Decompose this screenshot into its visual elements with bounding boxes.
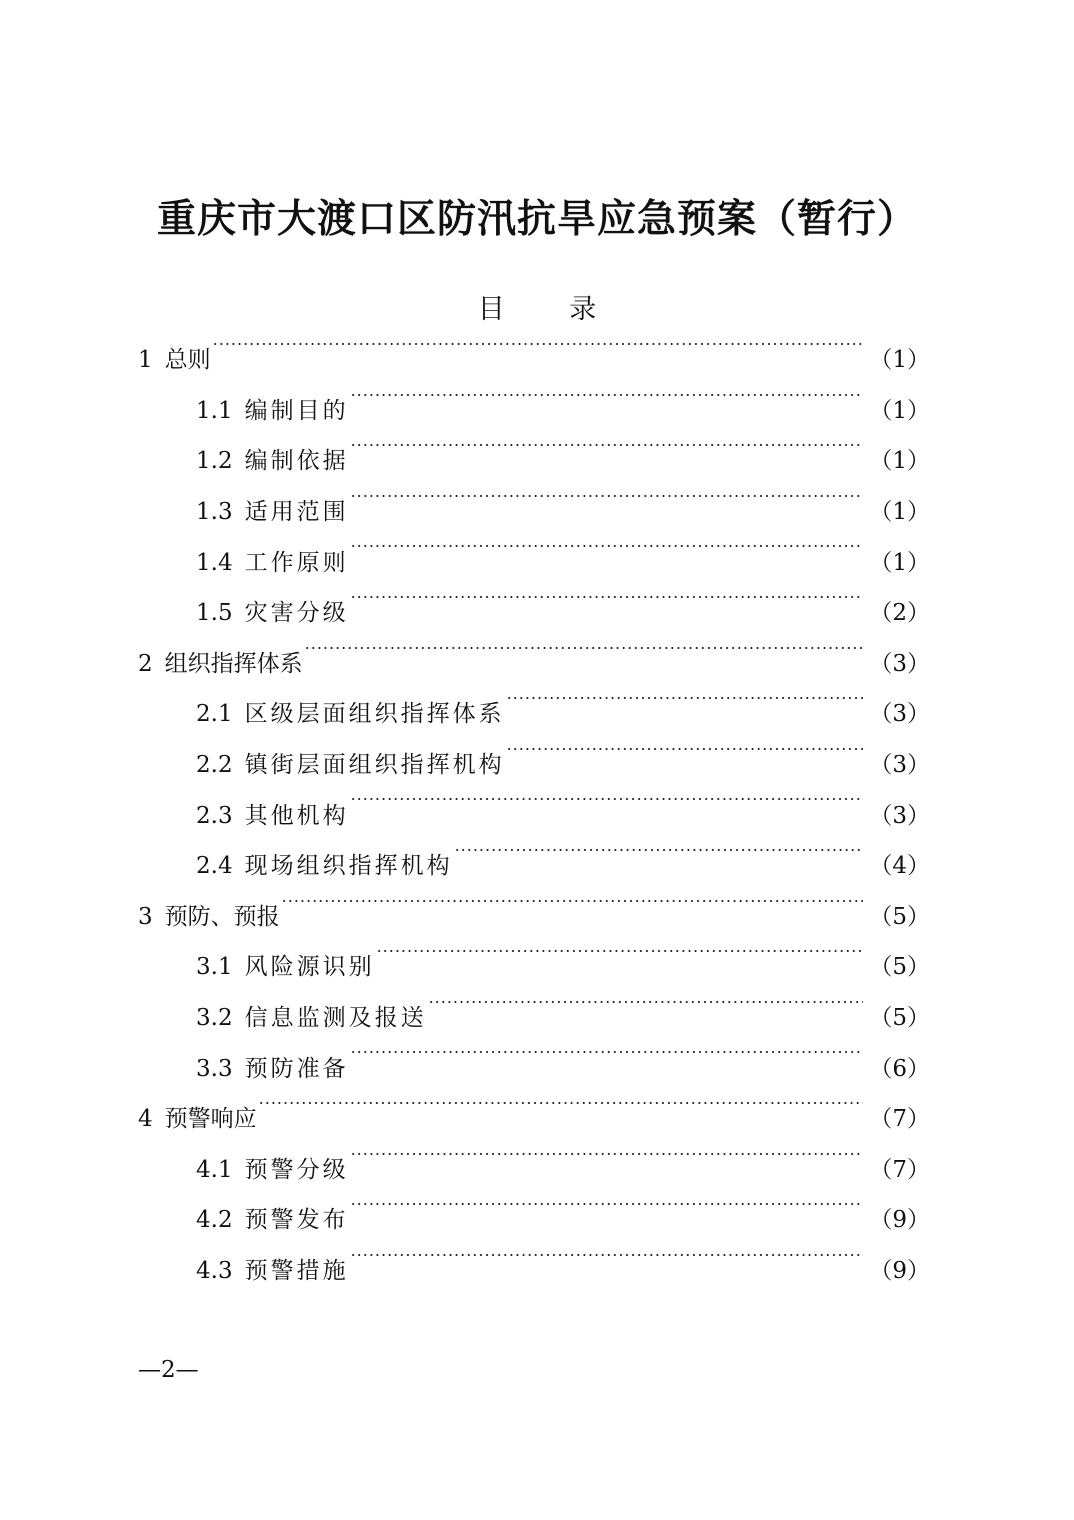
toc-section-row[interactable]	[138, 790, 930, 841]
document-title: 重庆市大渡口区防汛抗旱应急预案（暂行）	[156, 197, 917, 242]
toc-chapter-row[interactable]	[138, 892, 930, 943]
toc-entry-number: 2.2	[196, 751, 233, 778]
toc-dot-leader	[351, 436, 864, 468]
toc-entry-number: 4.3	[196, 1257, 233, 1284]
toc-entry-number: 1	[138, 347, 153, 374]
page-number: —2—	[138, 1357, 199, 1383]
toc-entry-title: 预警措施	[244, 1257, 349, 1284]
toc-entry-number: 4	[138, 1106, 153, 1133]
toc-heading: 目 录	[477, 294, 625, 325]
toc-entry-title: 适用范围	[244, 498, 349, 525]
toc-section-row[interactable]	[138, 740, 930, 791]
toc-section-row[interactable]	[138, 1145, 930, 1196]
toc-section-row[interactable]	[138, 487, 930, 538]
toc-dot-leader	[282, 892, 864, 924]
toc-dot-leader	[351, 487, 864, 519]
toc-entry-title: 镇街层面组织指挥机构	[244, 751, 505, 778]
toc-entry-page: （5）	[869, 1004, 930, 1031]
toc-entry-page: （9）	[869, 1257, 930, 1284]
toc-entry-page: （3）	[869, 751, 930, 778]
toc-entry-number: 1.4	[196, 549, 233, 576]
toc-entry-page: （5）	[869, 903, 930, 930]
toc-entry-number: 1.2	[196, 448, 233, 475]
toc-entry-number: 3	[138, 903, 153, 930]
toc-entry-number: 2.3	[196, 802, 233, 829]
toc-section-row[interactable]	[138, 537, 930, 588]
toc-entry-page: （1）	[869, 397, 930, 424]
toc-dot-leader	[213, 335, 864, 367]
toc-section-row[interactable]	[138, 942, 930, 993]
toc-entry-number: 2.1	[196, 701, 233, 728]
toc-entry-page: （3）	[869, 802, 930, 829]
toc-dot-leader	[351, 1246, 864, 1278]
toc-entry-number: 1.5	[196, 600, 233, 627]
toc-dot-leader	[259, 1094, 864, 1126]
toc-dot-leader	[377, 942, 864, 974]
toc-entry-page: （2）	[869, 600, 930, 627]
toc-dot-leader	[351, 537, 864, 569]
toc-entry-page: （3）	[869, 650, 930, 677]
toc-entry-page: （1）	[869, 549, 930, 576]
toc-section-row[interactable]	[138, 1246, 930, 1297]
toc-entry-title: 现场组织指挥机构	[244, 853, 453, 880]
toc-entry-page: （9）	[869, 1207, 930, 1234]
toc-entry-title: 工作原则	[244, 549, 349, 576]
toc-entry-page: （7）	[869, 1156, 930, 1183]
toc-entry-title: 信息监测及报送	[244, 1004, 427, 1031]
toc-section-row[interactable]	[138, 993, 930, 1044]
toc-entry-number: 1.1	[196, 397, 233, 424]
toc-section-row[interactable]	[138, 689, 930, 740]
toc-entry-title: 预警响应	[164, 1106, 257, 1133]
toc-entry-page: （1）	[869, 498, 930, 525]
toc-entry-title: 灾害分级	[244, 600, 349, 627]
toc-entry-page: （4）	[869, 853, 930, 880]
toc-entry-page: （1）	[869, 448, 930, 475]
toc-chapter-row[interactable]	[138, 335, 930, 386]
toc-entry-title: 预防、预报	[164, 903, 280, 930]
toc-entry-title: 风险源识别	[244, 954, 375, 981]
toc-chapter-row[interactable]	[138, 1094, 930, 1145]
toc-dot-leader	[305, 639, 864, 671]
table-of-contents	[138, 335, 930, 1296]
toc-entry-title: 编制依据	[244, 448, 349, 475]
toc-dot-leader	[507, 740, 864, 772]
toc-section-row[interactable]	[138, 436, 930, 487]
toc-entry-number: 3.2	[196, 1004, 233, 1031]
toc-dot-leader	[351, 386, 864, 418]
toc-entry-page: （6）	[869, 1055, 930, 1082]
toc-dot-leader	[351, 790, 864, 822]
toc-dot-leader	[455, 841, 864, 873]
toc-entry-title: 总则	[164, 347, 211, 374]
toc-entry-title: 预警发布	[244, 1207, 349, 1234]
toc-dot-leader	[351, 1145, 864, 1177]
toc-entry-number: 3.3	[196, 1055, 233, 1082]
toc-entry-page: （1）	[869, 347, 930, 374]
toc-entry-number: 4.1	[196, 1156, 233, 1183]
toc-entry-page: （5）	[869, 954, 930, 981]
toc-chapter-row[interactable]	[138, 639, 930, 690]
toc-section-row[interactable]	[138, 386, 930, 437]
toc-dot-leader	[507, 689, 864, 721]
toc-entry-title: 其他机构	[244, 802, 349, 829]
toc-section-row[interactable]	[138, 1195, 930, 1246]
toc-entry-page: （7）	[869, 1106, 930, 1133]
toc-dot-leader	[429, 993, 864, 1025]
toc-entry-number: 2.4	[196, 853, 233, 880]
toc-entry-title: 区级层面组织指挥体系	[244, 701, 505, 728]
toc-entry-page: （3）	[869, 701, 930, 728]
toc-dot-leader	[351, 588, 864, 620]
toc-section-row[interactable]	[138, 841, 930, 892]
toc-entry-number: 4.2	[196, 1207, 233, 1234]
toc-dot-leader	[351, 1043, 864, 1075]
toc-entry-number: 1.3	[196, 498, 233, 525]
toc-section-row[interactable]	[138, 1043, 930, 1094]
toc-dot-leader	[351, 1195, 864, 1227]
toc-entry-title: 预警分级	[244, 1156, 349, 1183]
toc-entry-number: 2	[138, 650, 153, 677]
toc-section-row[interactable]	[138, 588, 930, 639]
toc-entry-title: 编制目的	[244, 397, 349, 424]
toc-entry-title: 预防准备	[244, 1055, 349, 1082]
toc-entry-title: 组织指挥体系	[164, 650, 303, 677]
toc-entry-number: 3.1	[196, 954, 233, 981]
